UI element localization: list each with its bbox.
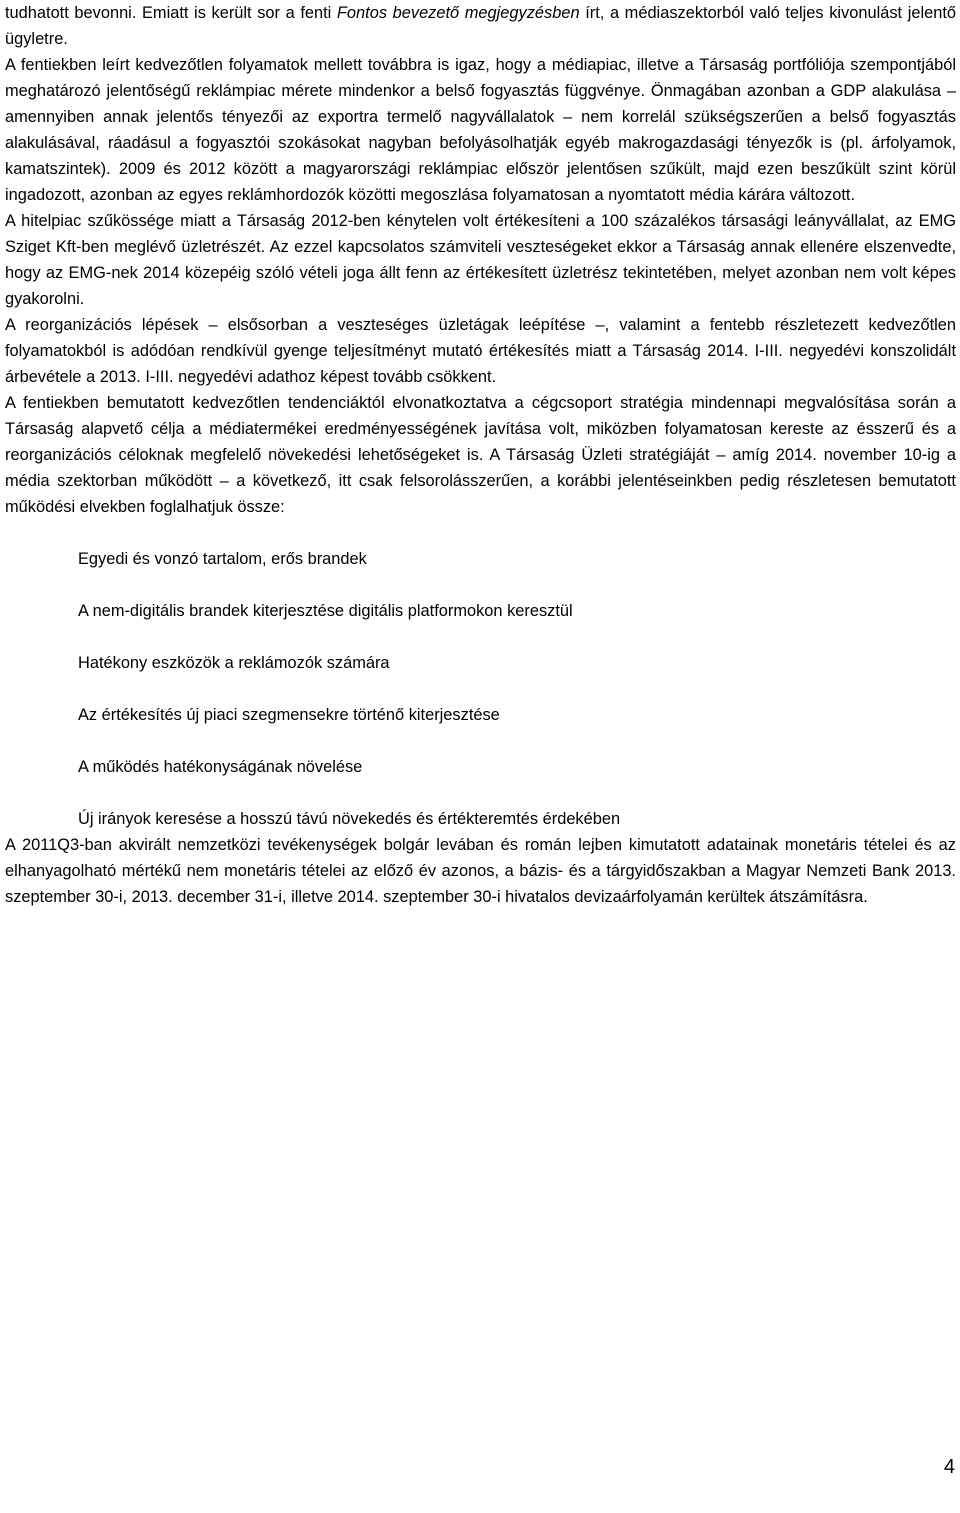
list-item: Egyedi és vonzó tartalom, erős brandek xyxy=(78,550,367,568)
list-item: Hatékony eszközök a reklámozók számára xyxy=(78,654,390,672)
paragraph-1-text-start: tudhatott bevonni. Emiatt is került sor a fenti xyxy=(5,4,337,22)
paragraph-4: A reorganizációs lépések – elsősorban a veszteséges üzletágak leépítése –, valamint a fentebb részletezett kedvezőtlen folyamatokból is adódóan rendkívül gyenge teljesítményt mutató értékesítés miatt a Társaság 2014. I-III. negyedévi konszolidált árbevétele a 2013. I-III. negyedévi adathoz képest tovább csökkent. xyxy=(5,316,956,386)
paragraph-1-italic-reference: Fontos bevezető megjegyzésben xyxy=(336,4,580,22)
document-page xyxy=(5,0,956,910)
paragraph-2: A fentiekben leírt kedvezőtlen folyamatok mellett továbbra is igaz, hogy a médiapiac, illetve a Társaság portfóliója szempontjából meghatározó jelentőségű reklámpiac mérete mindenkor a belső fogyasztás függvénye. Önmagában azonban a GDP alakulása – amennyiben annak jelentős tényezői az exportra termelő nagyvállalatok – nem korrelál szükségszerűen a belső fogyasztás alakulásával, ráadásul a fogyasztói szokásokat nagyban befolyásolhatják egyéb makrogazdasági tényezők is (pl. árfolyamok, kamatszintek). 2009 és 2012 között a magyarországi reklámpiac először jelentősen szűkült, majd ezen beszűkült szint körül ingadozott, azonban az egyes reklámhordozók közötti megoszlása folyamatosan a nyomtatott média kárára változott. xyxy=(5,56,956,204)
list-item: Új irányok keresése a hosszú távú növekedés és értékteremtés érdekében xyxy=(78,810,621,828)
paragraph-5: A fentiekben bemutatott kedvezőtlen tendenciáktól elvonatkoztatva a cégcsoport stratégia mindennapi megvalósítása során a Társaság alapvető célja a médiatermékei eredményességének javítása volt, miközben folyamatosan kereste az ésszerű és a reorganizációs céloknak megfelelő növekedési lehetőségeket is. A Társaság Üzleti stratégiáját – amíg 2014. november 10-ig a média szektorban működött – a következő, itt csak felsorolásszerűen, a korábbi jelentéseinkben pedig részletesen bemutatott működési elvekben foglalhatjuk össze: xyxy=(5,394,956,516)
paragraph-1 xyxy=(5,0,956,52)
paragraph-1-text-end: írt, a médiaszektorból való teljes kivonulást jelentő ügyletre. xyxy=(5,4,956,48)
paragraph-3: A hitelpiac szűkössége miatt a Társaság 2012-ben kénytelen volt értékesíteni a 100 százalékos társasági leányvállalat, az EMG Sziget Kft-ben meglévő üzletrészét. Az ezzel kapcsolatos számviteli veszteségeket ekkor a Társaság annak ellenére elszenvedte, hogy az EMG-nek 2014 közepéig szóló vételi joga állt fenn az értékesített üzletrész tekintetében, melyet azonban nem volt képes gyakorolni. xyxy=(5,212,956,308)
list-item: A nem-digitális brandek kiterjesztése digitális platformokon keresztül xyxy=(78,602,573,620)
list-item: A működés hatékonyságának növelése xyxy=(78,758,363,776)
principles-list xyxy=(5,546,956,832)
list-item: Az értékesítés új piaci szegmensekre történő kiterjesztése xyxy=(78,706,500,724)
paragraph-6: A 2011Q3-ban akvirált nemzetközi tevékenységek bolgár levában és román lejben kimutatott adatainak monetáris tételei és az elhanyagolható mértékű nem monetáris tételei az előző év azonos, a bázis- és a tárgyidőszakban a Magyar Nemzeti Bank 2013. szeptember 30-i, 2013. december 31-i, illetve 2014. szeptember 30-i hivatalos devizaárfolyamán kerültek átszámításra. xyxy=(5,836,956,906)
page-number: 4 xyxy=(943,1456,955,1478)
